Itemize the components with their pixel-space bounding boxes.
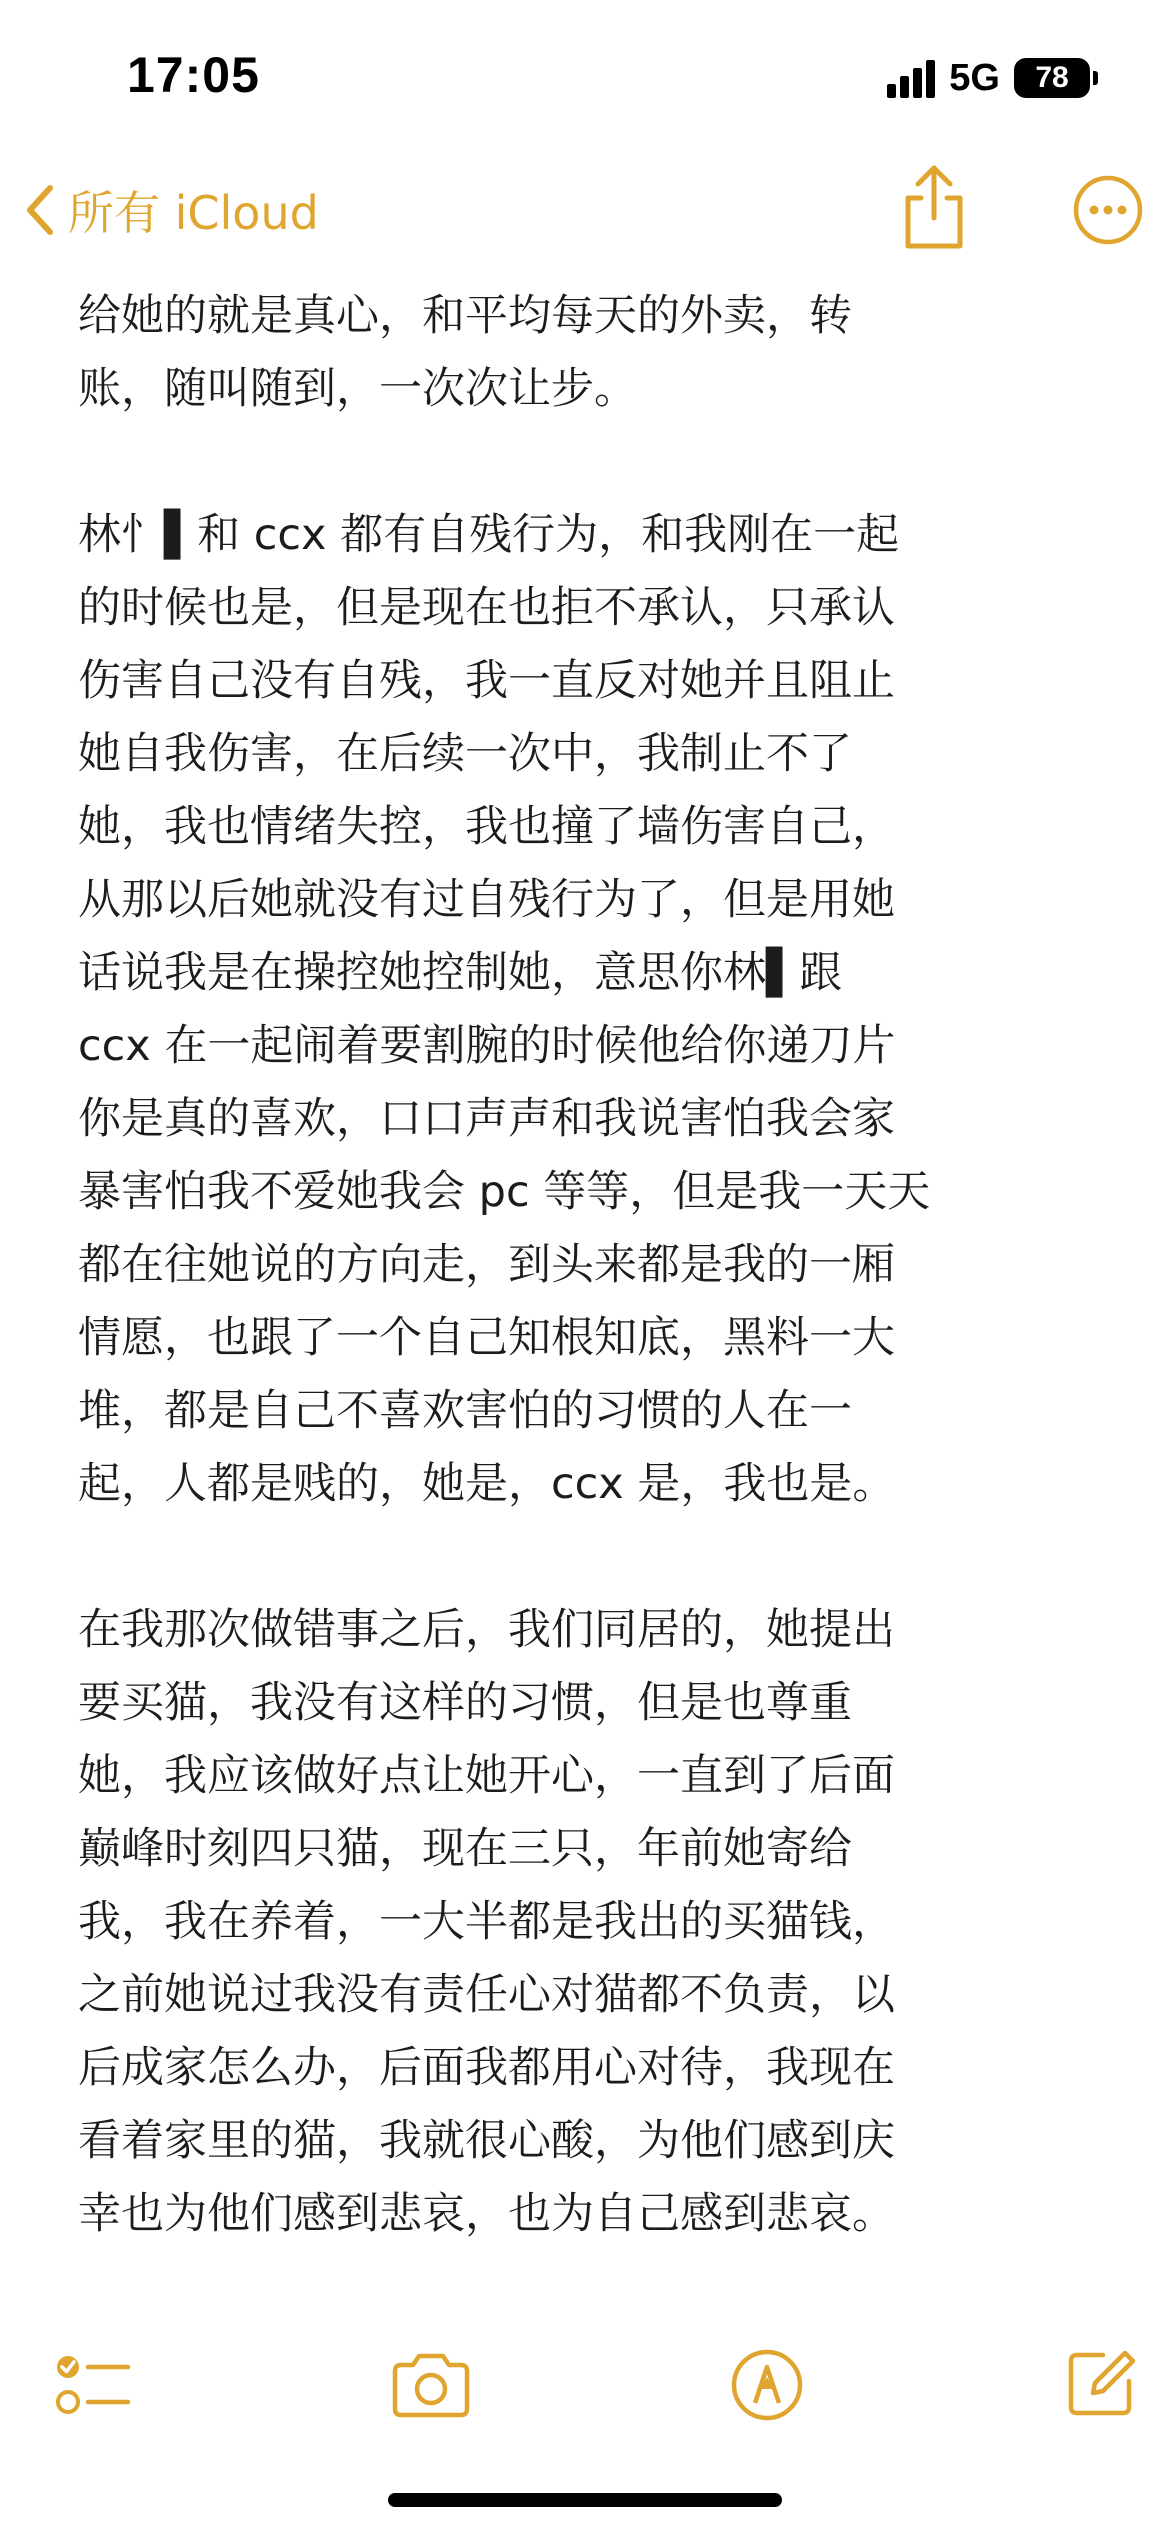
markup-button[interactable]: [722, 2340, 812, 2430]
share-button[interactable]: [894, 162, 974, 252]
compose-button[interactable]: [1056, 2338, 1146, 2428]
status-time: 17:05: [127, 47, 260, 103]
note-line: 话说我是在操控她控制她，意思你林▌跟: [78, 948, 843, 998]
note-line: 她，我应该做好点让她开心，一直到了后面: [78, 1751, 895, 1801]
markup-icon: [729, 2347, 805, 2423]
note-line: 之前她说过我没有责任心对猫都不负责，以: [78, 1970, 895, 2020]
note-line: ccx 在一起闹着要割腕的时候他给你递刀片: [78, 1021, 896, 1071]
note-line: 在我那次做错事之后，我们同居的，她提出: [78, 1605, 895, 1655]
network-type: 5G: [949, 56, 1000, 99]
ellipsis-circle-icon: [1072, 174, 1144, 246]
checklist-button[interactable]: [48, 2340, 138, 2430]
note-line: 账，随叫随到，一次次让步。: [78, 364, 637, 414]
note-line: 从那以后她就没有过自残行为了，但是用她: [78, 875, 895, 925]
note-paragraph: [78, 499, 1108, 1521]
note-line: 林忄▌和 ccx 都有自残行为，和我刚在一起: [78, 510, 900, 560]
battery-level: 78: [1014, 58, 1090, 98]
checklist-icon: [54, 2350, 132, 2420]
note-line: 的时候也是，但是现在也拒不承认，只承认: [78, 583, 895, 633]
note-line: 伤害自己没有自残，我一直反对她并且阻止: [78, 656, 895, 706]
note-line: 都在往她说的方向走，到头来都是我的一厢: [78, 1240, 895, 1290]
note-line: 她，我也情绪失控，我也撞了墙伤害自己，: [78, 802, 895, 852]
note-line: 你是真的喜欢，口口声声和我说害怕我会家: [78, 1094, 895, 1144]
note-line: 要买猫，我没有这样的习惯，但是也尊重: [78, 1678, 852, 1728]
note-line: 堆，都是自己不喜欢害怕的习惯的人在一: [78, 1386, 852, 1436]
battery-tip: [1093, 71, 1098, 85]
bottom-toolbar: [0, 2330, 1170, 2450]
note-line: 幸也为他们感到悲哀，也为自己感到悲哀。: [78, 2189, 895, 2239]
camera-icon: [389, 2351, 473, 2419]
back-button[interactable]: [24, 175, 319, 245]
note-paragraph: [78, 280, 1108, 426]
share-icon: [894, 162, 974, 252]
cellular-signal-icon: [887, 58, 935, 98]
note-body[interactable]: [78, 280, 1108, 2324]
home-indicator[interactable]: [388, 2493, 782, 2507]
compose-icon: [1063, 2345, 1139, 2421]
note-line: 她自我伤害，在后续一次中，我制止不了: [78, 729, 852, 779]
note-line: 看着家里的猫，我就很心酸，为他们感到庆: [78, 2116, 895, 2166]
note-line: 情愿，也跟了一个自己知根知底，黑料一大: [78, 1313, 895, 1363]
note-line: 巅峰时刻四只猫，现在三只，年前她寄给: [78, 1824, 852, 1874]
battery-icon: [1014, 58, 1098, 98]
note-line: 后成家怎么办，后面我都用心对待，我现在: [78, 2043, 895, 2093]
more-options-button[interactable]: [1072, 174, 1144, 246]
note-line: 起，人都是贱的，她是，ccx 是，我也是。: [78, 1459, 896, 1509]
chevron-left-icon: [24, 184, 54, 236]
status-bar: [0, 0, 1170, 150]
status-indicators: [887, 56, 1098, 100]
note-paragraph: [78, 1594, 1108, 2251]
note-line: 暴害怕我不爱她我会 pc 等等，但是我一天天: [78, 1167, 931, 1217]
note-line: 我，我在养着，一大半都是我出的买猫钱，: [78, 1897, 895, 1947]
navigation-bar: [0, 150, 1170, 270]
note-line: 给她的就是真心，和平均每天的外卖，转: [78, 291, 852, 341]
back-label: 所有 iCloud: [68, 186, 319, 240]
camera-button[interactable]: [386, 2340, 476, 2430]
